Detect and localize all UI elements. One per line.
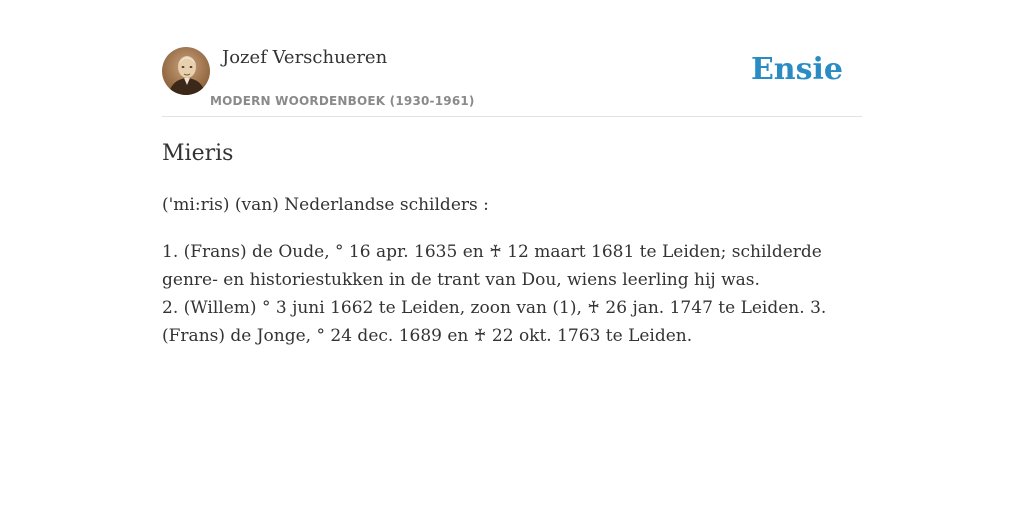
entry-item-2: 2. (Willem) ° 3 juni 1662 te Leiden, zoon van (1), ♰ 26 jan. 1747 te Leiden. 3. (Frans) de Jonge, ° 24 dec. 1689 en ♰ 22 okt. 1763 te Leiden. — [162, 298, 827, 346]
author-avatar[interactable] — [162, 47, 210, 95]
ensie-logo-link[interactable]: Ensie — [750, 52, 843, 87]
entry-item-1: 1. (Frans) de Oude, ° 16 apr. 1635 en ♰ 12 maart 1681 te Leiden; schilderde genre- en historiestukken in de trant van Dou, wiens leerling hij was. — [162, 242, 822, 290]
source-name[interactable]: MODERN WOORDENBOEK (1930-1961) — [210, 94, 475, 108]
entry-title: Mieris — [162, 141, 234, 166]
entry-pronunciation: ('mi:ris) (van) Nederlandse schilders : — [162, 195, 489, 215]
header — [162, 46, 862, 117]
entry — [162, 138, 862, 350]
author-name[interactable]: Jozef Verschueren — [222, 47, 388, 68]
entry-body — [162, 238, 862, 350]
portrait-image — [162, 47, 210, 95]
